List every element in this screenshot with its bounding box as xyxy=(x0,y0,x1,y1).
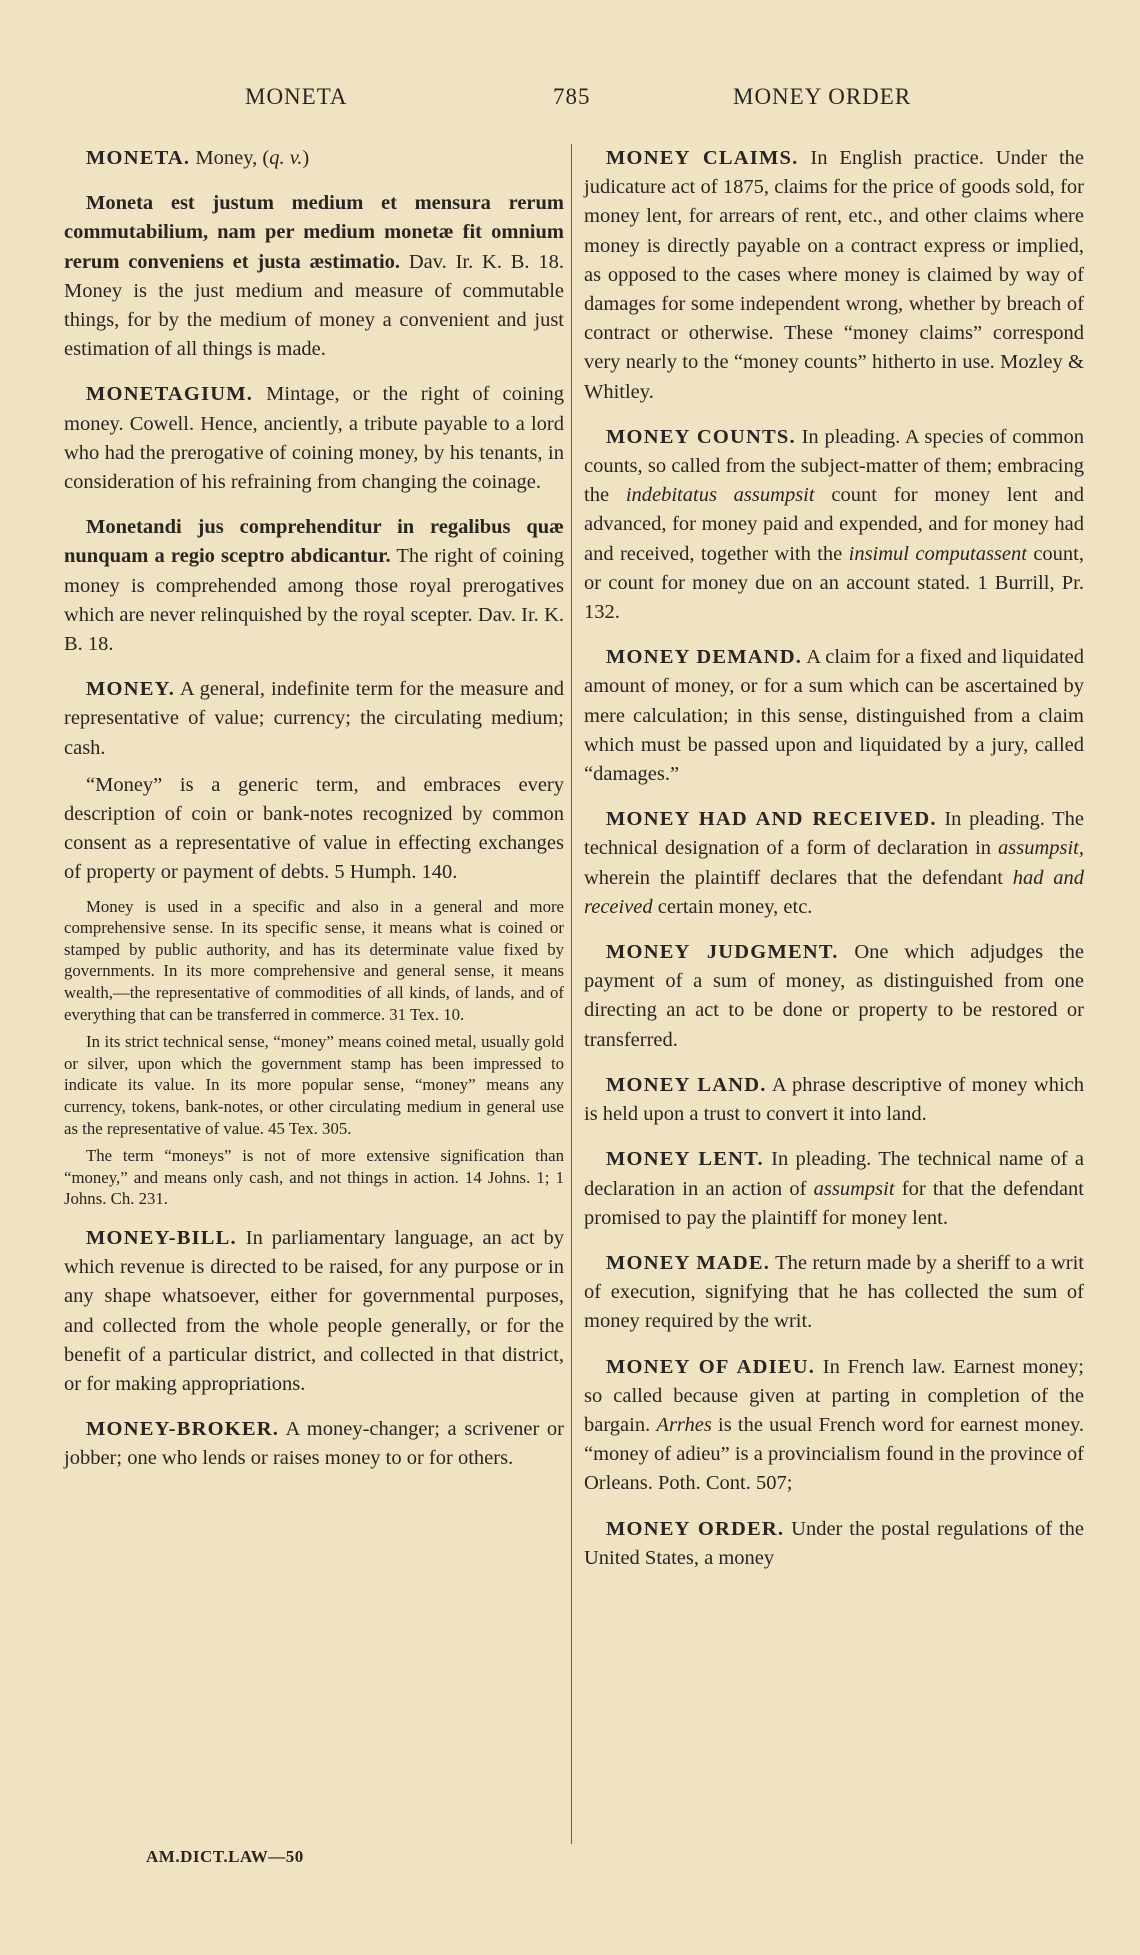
entry-headword: MONEY HAD AND RECEIVED. xyxy=(606,808,937,831)
entry-text: In parliamentary language, an act by which revenue is directed to be raised, for any purpose or in any shape whatsoever, either for governmental purposes, and collected from the whole people generally, or for the benefit of a particular district, and collected in that district, or for making appropriations. xyxy=(64,1226,564,1395)
entry-text: for that the defendant promised to pay the plaintiff for money lent. xyxy=(584,1177,1084,1229)
entry-money-demand xyxy=(584,643,1084,789)
entry-headword: MONEY LENT. xyxy=(606,1148,764,1171)
entry-text: A general, indefinite term for the measure and representative of value; currency; the circulating medium; cash. xyxy=(64,678,564,759)
page-number: 785 xyxy=(553,84,591,109)
entry-headword: MONETAGIUM. xyxy=(86,383,254,406)
entry-text: Dav. Ir. K. B. 18. Money is the just medium and measure of commutable things, for by the medium of money a convenient and just estimation of all things is made. xyxy=(64,250,564,361)
entry-headword: MONEY-BROKER. xyxy=(86,1418,280,1441)
entry-money-note-3: The term “moneys” is not of more extensive signification than “money,” and means only cash, and not things in action. 14 Johns. 1; 1 Johns. Ch. 231. xyxy=(64,1146,564,1209)
entry-text: In English practice. Under the judicature act of 1875, claims for the price of goods sold, for money lent, for arrears of rent, etc., and other claims where money is directly payable on a contract express or implied, as opposed to the cases where money is claimed by way of damages for some independent wrong, whether by breach of contract or otherwise. These “money claims” correspond very nearly to the “money counts” hitherto in use. Mozley & Whitley. xyxy=(584,147,1084,403)
entry-money xyxy=(64,675,564,763)
entry-text: In pleading. The technical designation of a form of declaration in xyxy=(584,808,1085,860)
entry-moneta-maxim xyxy=(64,189,564,364)
running-head-left: MONETA xyxy=(245,84,348,109)
entry-text: The return made by a sheriff to a writ of execution, signifying that he has collected the sum of money required by the writ. xyxy=(584,1251,1085,1333)
entry-italic-term: Arrhes xyxy=(656,1413,712,1436)
signature-mark: AM.DICT.LAW—50 xyxy=(146,1847,304,1866)
entry-monetagium xyxy=(64,380,564,497)
entry-text: certain money, etc. xyxy=(652,895,813,918)
entry-text: A phrase descriptive of money which is held upon a trust to convert it into land. xyxy=(584,1073,1085,1126)
entry-text: Mintage, or the right of coining money. Cowell. Hence, anciently, a tribute payable to a lord who had the prerogative of coining money, by his tenants, in consideration of his refraining from changing the coinage. xyxy=(64,383,564,494)
entry-text: In French law. Earnest money; so called because given at parting in completion of the bargain. xyxy=(584,1355,1084,1436)
entry-headword: MONEY MADE. xyxy=(606,1251,771,1274)
entry-money-note-1: Money is used in a specific and also in a general and more comprehensive sense. In its specific sense, it means what is coined or stamped by public authority, and has its determinate value fixed by governments. In its more comprehensive and general sense, it means wealth,—the representative of commodities of all kinds, of lands, and of everything that can be transferred in commerce. 31 Tex. 10. xyxy=(64,896,564,1024)
entry-italic-term: had and received xyxy=(584,866,1085,918)
entry-text: One which adjudges the payment of a sum of money, as distinguished from one directing an act to be done or property to be restored or transferred. xyxy=(584,941,1084,1051)
entry-text: ) xyxy=(302,147,310,169)
column-divider xyxy=(571,144,572,1844)
entry-money-counts xyxy=(584,423,1084,627)
entry-text: is the usual French word for earnest money. “money of adieu” is a provincialism found in the province of Orleans. Poth. Cont. 507; xyxy=(584,1413,1084,1495)
entry-money-judgment xyxy=(584,938,1084,1055)
entry-text: Under the postal regulations of the United States, a money xyxy=(584,1517,1085,1569)
entry-text: A money-changer; a scrivener or jobber; one who lends or raises money to or for others. xyxy=(64,1418,564,1470)
entry-text: count, or count for money due on an account stated. 1 Burrill, Pr. 132. xyxy=(584,542,1085,624)
entry-text: Money, ( xyxy=(190,147,270,169)
entry-money-had-and-received xyxy=(584,805,1084,922)
entry-reference: q. v. xyxy=(269,147,303,169)
entry-money-bill xyxy=(64,1224,564,1399)
entry-italic-term: insimul computassent xyxy=(848,542,1027,565)
entry-headword: MONEY-BILL. xyxy=(86,1226,237,1249)
entry-headword: MONEY DEMAND. xyxy=(606,646,803,669)
entry-money-of-adieu xyxy=(584,1353,1084,1499)
entry-money-land xyxy=(584,1071,1084,1129)
entry-italic-term: assumpsit, xyxy=(997,837,1084,860)
entry-text: A claim for a fixed and liquidated amount of money, or for a sum which can be ascertained by mere calculation; in this sense, distinguished from a claim which must be passed upon and liquidated by a jury, called “damages.” xyxy=(584,646,1085,786)
entry-italic-term: assumpsit xyxy=(813,1177,895,1200)
entry-text: In pleading. The technical name of a declaration in an action of xyxy=(584,1148,1085,1200)
latin-maxim: Moneta est justum medium et mensura rerum commutabilium, nam per medium monetæ fit omnium rerum conveniens et justa æstimatio. xyxy=(64,192,564,273)
entry-text: wherein the plaintiff declares that the defendant xyxy=(584,866,1013,889)
entry-money-claims xyxy=(584,144,1084,407)
entry-headword: MONEY. xyxy=(86,678,176,701)
entry-text: In pleading. A species of common counts, so called from the subject-matter of them; embracing the xyxy=(584,425,1084,507)
entry-text: count for money lent and advanced, for money paid and expended, and for money had and received, together with the xyxy=(584,484,1084,565)
entry-money-note-2: In its strict technical sense, “money” means coined metal, usually gold or silver, upon which the government stamp has been impressed to indicate its value. In its more popular sense, “money” means any currency, tokens, bank-notes, or other circulating medium in general use as the representative of value. 45 Tex. 305. xyxy=(64,1032,564,1138)
entry-headword: MONEY ORDER. xyxy=(606,1517,785,1540)
entry-headword: MONEY LAND. xyxy=(606,1073,767,1096)
entry-italic-term: indebitatus assumpsit xyxy=(625,484,815,507)
running-head-right: MONEY ORDER xyxy=(733,84,912,109)
entry-money-order xyxy=(584,1515,1084,1573)
entry-money-lent xyxy=(584,1145,1084,1233)
entry-headword: MONETA. xyxy=(86,147,191,169)
entry-headword: MONEY OF ADIEU. xyxy=(606,1355,816,1378)
entry-headword: MONEY COUNTS. xyxy=(606,425,796,448)
entry-money-made xyxy=(584,1249,1084,1337)
entry-money-broker xyxy=(64,1415,564,1473)
right-column xyxy=(584,144,1084,1589)
entry-money-paragraph: “Money” is a generic term, and embraces every description of coin or bank-notes recognized by common consent as a representative of value in effecting exchanges of property or payment of debts. 5 Humph. 140. xyxy=(64,773,564,884)
entry-monetandi xyxy=(64,513,564,659)
left-column xyxy=(64,144,564,1490)
latin-maxim: Monetandi jus comprehenditur in regalibus quæ nunquam a regio sceptro abdicantur. xyxy=(64,516,564,568)
entry-headword: MONEY JUDGMENT. xyxy=(606,941,839,964)
entry-text: The right of coining money is comprehended among those royal prerogatives which are never relinquished by the royal scepter. Dav. Ir. K. B. 18. xyxy=(64,545,564,656)
entry-moneta xyxy=(64,144,564,173)
entry-headword: MONEY CLAIMS. xyxy=(606,147,799,169)
